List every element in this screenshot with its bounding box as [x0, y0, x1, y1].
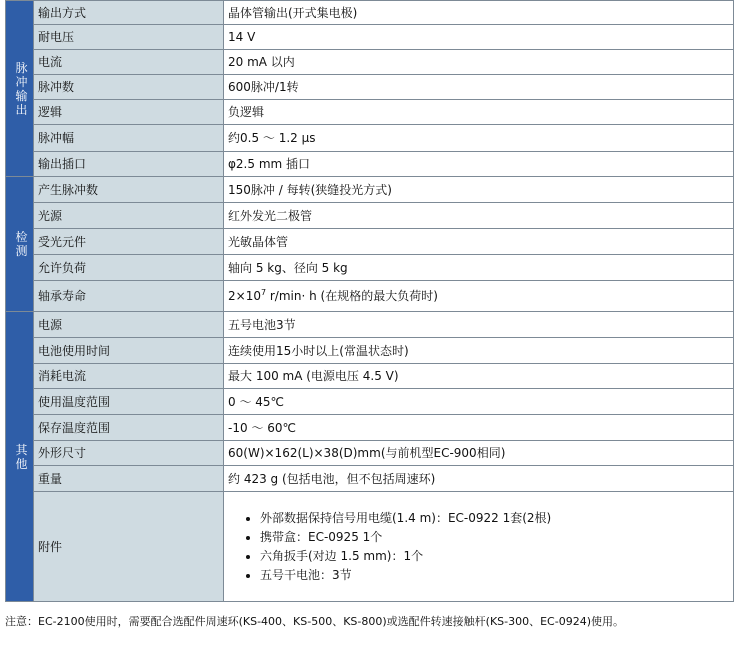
row-value: 600脉冲/1转 — [224, 75, 734, 100]
table-row — [6, 25, 734, 50]
table-row — [6, 152, 734, 177]
table-row — [6, 338, 734, 364]
value-pre: 2×10 — [228, 289, 261, 303]
group-pulse-output: 脉冲输出 — [6, 1, 34, 177]
row-label: 外形尺寸 — [34, 441, 224, 466]
list-item: • 五号干电池：3节 — [260, 566, 733, 585]
row-label: 保存温度范围 — [34, 415, 224, 441]
list-item: • 外部数据保持信号用电缆(1.4 m)：EC-0922 1套(2根) — [260, 509, 733, 528]
table-row — [6, 281, 734, 312]
row-label: 电流 — [34, 50, 224, 75]
row-value: φ2.5 mm 插口 — [224, 152, 734, 177]
row-value: 五号电池3节 — [224, 312, 734, 338]
row-value: 60(W)×162(L)×38(D)mm(与前机型EC-900相同) — [224, 441, 734, 466]
row-label: 逻辑 — [34, 100, 224, 125]
list-item: • 六角扳手(对边 1.5 mm)：1个 — [260, 547, 733, 566]
group-detect: 检测 — [6, 177, 34, 312]
row-label: 消耗电流 — [34, 364, 224, 389]
row-value: 0 ～ 45℃ — [224, 389, 734, 415]
row-value: 20 mA 以内 — [224, 50, 734, 75]
row-value: 光敏晶体管 — [224, 229, 734, 255]
table-row — [6, 364, 734, 389]
table-row — [6, 1, 734, 25]
row-value: 14 V — [224, 25, 734, 50]
row-label: 脉冲数 — [34, 75, 224, 100]
value-exponent: 7 — [260, 288, 267, 297]
row-value: 晶体管输出(开式集电极) — [224, 1, 734, 25]
row-value: 最大 100 mA (电源电压 4.5 V) — [224, 364, 734, 389]
table-row — [6, 312, 734, 338]
spec-table — [5, 0, 734, 602]
value-post: r/min· h (在规格的最大负荷时) — [266, 289, 438, 303]
row-value: 轴向 5 kg、径向 5 kg — [224, 255, 734, 281]
row-label: 电源 — [34, 312, 224, 338]
table-row — [6, 229, 734, 255]
row-label: 允许负荷 — [34, 255, 224, 281]
list-item: • 携带盒：EC-0925 1个 — [260, 528, 733, 547]
table-row — [6, 50, 734, 75]
row-label: 光源 — [34, 203, 224, 229]
table-row — [6, 100, 734, 125]
row-value — [224, 281, 734, 312]
row-value: 150脉冲 / 每转(狭缝投光方式) — [224, 177, 734, 203]
row-value: 红外发光二极管 — [224, 203, 734, 229]
table-row — [6, 492, 734, 602]
accessories-list — [228, 509, 733, 585]
row-value: 约0.5 ～ 1.2 μs — [224, 125, 734, 152]
row-label: 重量 — [34, 466, 224, 492]
table-row — [6, 75, 734, 100]
table-row — [6, 389, 734, 415]
row-label: 产生脉冲数 — [34, 177, 224, 203]
row-value: 连续使用15小时以上(常温状态时) — [224, 338, 734, 364]
group-other: 其他 — [6, 312, 34, 602]
row-label: 受光元件 — [34, 229, 224, 255]
accessories-cell — [224, 492, 734, 602]
footnote: 注意：EC-2100使用时，需要配合选配件周速环(KS-400、KS-500、KS-800)或选配件转速接触杆(KS-300、EC-0924)使用。 — [5, 615, 624, 628]
table-row — [6, 415, 734, 441]
row-label: 电池使用时间 — [34, 338, 224, 364]
row-label: 输出方式 — [34, 1, 224, 25]
table-row — [6, 466, 734, 492]
table-row — [6, 125, 734, 152]
row-value: -10 ～ 60℃ — [224, 415, 734, 441]
table-row — [6, 177, 734, 203]
table-row — [6, 255, 734, 281]
row-label: 脉冲幅 — [34, 125, 224, 152]
table-row — [6, 441, 734, 466]
row-label: 输出插口 — [34, 152, 224, 177]
table-row — [6, 203, 734, 229]
row-label: 耐电压 — [34, 25, 224, 50]
row-label: 使用温度范围 — [34, 389, 224, 415]
row-label: 轴承寿命 — [34, 281, 224, 312]
row-label: 附件 — [34, 492, 224, 602]
row-value: 约 423 g (包括电池，但不包括周速环) — [224, 466, 734, 492]
row-value: 负逻辑 — [224, 100, 734, 125]
